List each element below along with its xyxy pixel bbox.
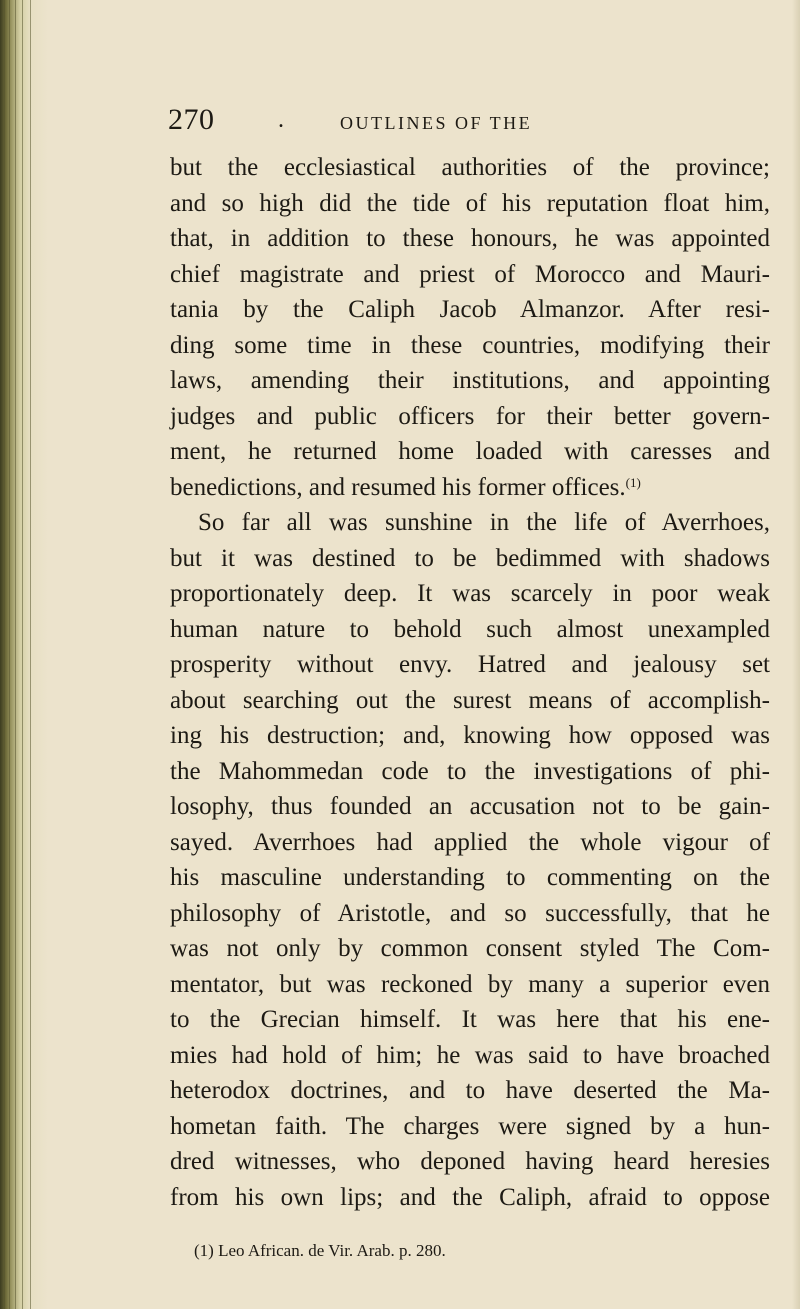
spine-line xyxy=(4,0,5,1309)
text-line: judges and public officers for their better govern- xyxy=(170,402,770,430)
spine-line xyxy=(15,0,16,1309)
text-line: his masculine understanding to commenting on the xyxy=(170,864,770,891)
spine-line xyxy=(22,0,23,1309)
text-line: tania by the Caliph Jacob Almanzor. After resi- xyxy=(170,296,770,323)
page-number: 270 xyxy=(168,103,215,136)
text-line: heterodox doctrines, and to have deserted the Ma- xyxy=(170,1077,770,1104)
text-line: chief magistrate and priest of Morocco and Mauri- xyxy=(170,260,770,288)
text-line: human nature to behold such almost unexampled xyxy=(170,615,770,643)
text-line: about searching out the surest means of accomplish- xyxy=(170,686,770,714)
spine-line xyxy=(9,0,10,1309)
book-spine-shadow xyxy=(0,0,48,1309)
spine-line xyxy=(30,0,31,1309)
text-line: proportionately deep. It was scarcely in poor weak xyxy=(170,580,770,607)
text-line: losophy, thus founded an accusation not to be gain- xyxy=(170,793,770,820)
text-line xyxy=(170,470,770,506)
text-line: mies had hold of him; he was said to have broached xyxy=(170,1041,770,1069)
text-line: So far all was sunshine in the life of Averrhoes, xyxy=(198,509,770,536)
text-line: to the Grecian himself. It was here that his ene- xyxy=(170,1006,770,1033)
text-line: prosperity without envy. Hatred and jealousy set xyxy=(170,651,770,678)
text-line: that, in addition to these honours, he was appointed xyxy=(170,225,770,252)
text-line: ment, he returned home loaded with caresses and xyxy=(170,438,770,465)
text-line: but the ecclesiastical authorities of the province; xyxy=(170,154,770,181)
text-line: mentator, but was reckoned by many a superior even xyxy=(170,970,770,998)
body-text xyxy=(170,150,770,1215)
text-line: ding some time in these countries, modifying their xyxy=(170,331,770,359)
page-edge xyxy=(792,0,800,1309)
text-line: and so high did the tide of his reputation float him, xyxy=(170,189,770,217)
header-separator: . xyxy=(278,107,284,133)
text-line: hometan faith. The charges were signed by a hun- xyxy=(170,1112,770,1140)
text-line: but it was destined to be bedimmed with shadows xyxy=(170,544,770,572)
text-line: ing his destruction; and, knowing how opposed was xyxy=(170,722,770,749)
text-line: sayed. Averrhoes had applied the whole vigour of xyxy=(170,828,770,856)
page-header xyxy=(168,103,768,143)
text-line: from his own lips; and the Caliph, afraid to oppose xyxy=(170,1183,770,1211)
running-head: OUTLINES OF THE xyxy=(340,113,533,133)
text-line: dred witnesses, who deponed having heard heresies xyxy=(170,1148,770,1175)
footnote: (1) Leo African. de Vir. Arab. p. 280. xyxy=(194,1241,446,1260)
text-line: laws, amending their institutions, and appointing xyxy=(170,367,770,394)
text-line: the Mahommedan code to the investigations of phi- xyxy=(170,757,770,785)
text-line: was not only by common consent styled The Com- xyxy=(170,935,770,962)
footnote-marker: (1) xyxy=(625,474,641,490)
text-line: philosophy of Aristotle, and so successfully, that he xyxy=(170,899,770,927)
text-line-content: benedictions, and resumed his former offices. xyxy=(170,473,626,501)
